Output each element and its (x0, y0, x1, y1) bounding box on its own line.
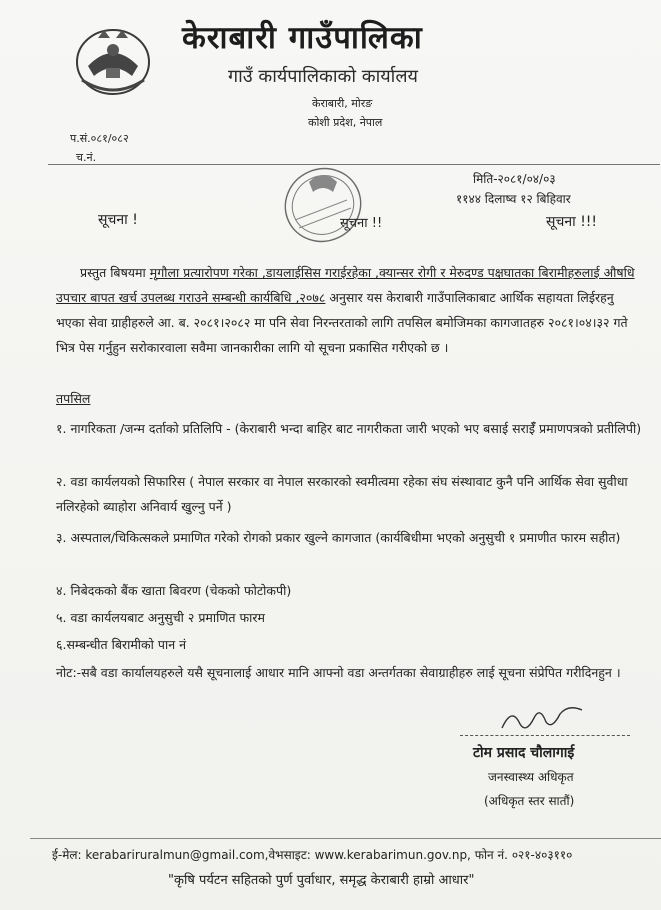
list-item-4: ४. निबेदकको बैंक खाता बिवरण (चेकको फोटोकपी) (56, 583, 292, 598)
notice-heading-left: सूचना ! (98, 212, 138, 228)
address-line-2: कोशी प्रदेश, नेपाल (308, 116, 383, 129)
date-line-1: मिति-२०८१/०४/०३ (473, 172, 556, 186)
dispatch-number: च.नं. (76, 151, 97, 164)
list-item-5: ५. वडा कार्यलयबाट अनुसुची २ प्रमाणित फारम (56, 610, 265, 625)
date-line-2: ११४४ दिलाष्व १२ बिहिवार (456, 192, 571, 206)
signature-line (460, 735, 630, 736)
office-name: गाउँ कार्यपालिकाको कार्यालय (228, 66, 418, 87)
handwritten-signature-icon (498, 700, 588, 736)
reference-number: प.सं.०८१/०८२ (70, 132, 129, 145)
list-item-1: १. नागरिकता /जन्म दर्ताको प्रतिलिपि - (केराबारी भन्दा बाहिर बाट नागरीकता जारी भएको भए बसाई सराईँ प्रमाणपत्रको प्रतीलिपी) (56, 421, 642, 436)
list-item-3: ३. अस्पताल/चिकित्सकले प्रमाणित गरेको रोगको प्रकार खुल्ने कागजात (कार्यबिधीमा भएको अनुसुची १ प्रमाणीत फारम सहीत) (56, 530, 621, 545)
notice-heading-center: सूचना !! (340, 216, 383, 231)
list-title: तपसिल (56, 391, 91, 406)
note-text: नोट:-सबै वडा कार्यालयहरुले यसै सूचनालाई आधार मानि आफ्नो वडा अन्तर्गतका सेवाग्राहीहरु लाई सूचना संप्रेपित गरीदिनहुन । (56, 665, 621, 680)
list-item-2: २. वडा कार्यलयको सिफारिस ( नेपाल सरकार वा नेपाल सरकारको स्वमीत्वमा रहेका संघ संस्थावाट कुनै पनि आर्थिक सेवा सुवीधा नलिरहेको ब्याहोरा अनिवार्य खुल्नु पर्ने ) (56, 474, 628, 514)
footer-slogan: "कृषि पर्यटन सहितको पुर्ण पुर्वाधार, समृद्ध केराबारी हाम्रो आधार" (168, 873, 475, 888)
notice-heading-right: सूचना !!! (546, 214, 598, 230)
government-emblem-icon (68, 20, 158, 100)
footer-divider (30, 838, 661, 839)
signer-role: जनस्वास्थ्य अधिकृत (488, 770, 574, 784)
office-stamp-icon (275, 160, 370, 250)
intro-text: प्रस्तुत बिषयमा (80, 265, 146, 280)
signer-name: टोम प्रसाद चौलागाई (473, 745, 575, 761)
intro-text-continued: अनुसार यस केराबारी गाउँपालिकाबाट आर्थिक सहायता लिईरहनु भएका सेवा ग्राहीहरुले आ. ब. २०८१।२०८२ मा पनि सेवा निरन्तरताको लागि तपसिल बमोजिमका कागजातहरु २०८१।०४।३२ गते भित्र पेस गर्नुहुन सरोकारवाला सवैमा जानकारीका लागि यो सूचना प्रकासित गरीएको छ । (56, 290, 628, 355)
signer-rank: (अधिकृत स्तर सातौं) (484, 794, 575, 808)
list-item-6: ६.सम्बन्धीत बिरामीको पान नं (56, 637, 187, 652)
intro-underlined-text: मृगौला प्रत्यारोपण गरेका ,डायलाईसिस गराईरहेका ,क्यान्सर रोगी र मेरुदण्ड पक्षघातका बिरामीहरुलाई औषधि उपचार बापत खर्च उपलब्ध गराउने सम्बन्धी कार्यबिधि ,२०७८ (56, 265, 635, 305)
org-name: केराबारी गाउँपालिका (182, 20, 423, 56)
footer-contact: ई-मेल: kerabariruralmun@gmail.com,वेभसाइट: www.kerabarimun.gov.np, फोन नं. ०२१-४०३११० (52, 848, 573, 862)
notice-body (56, 260, 646, 360)
address-line-1: केराबारी, मोरङ (312, 97, 373, 110)
